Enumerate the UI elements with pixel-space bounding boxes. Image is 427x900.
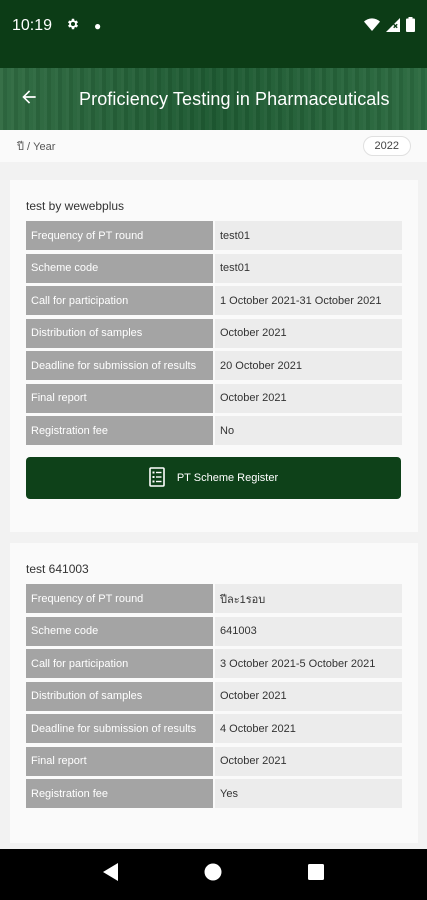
document-list-icon: [149, 467, 165, 490]
back-triangle-icon[interactable]: [103, 863, 119, 886]
info-row-deadline: [26, 351, 402, 380]
year-label: ปี / Year: [17, 141, 56, 153]
info-value: ปีละ1รอบ: [215, 584, 402, 613]
back-button[interactable]: [0, 68, 58, 130]
status-icons: [364, 17, 415, 32]
status-time: 10:19: [12, 17, 53, 34]
home-circle-icon[interactable]: [204, 863, 222, 886]
signal-icon: [386, 18, 400, 32]
info-label: Frequency of PT round: [26, 584, 213, 613]
info-label: Distribution of samples: [26, 682, 213, 711]
info-value: No: [215, 416, 402, 445]
info-label: Call for participation: [26, 286, 213, 315]
info-value: Yes: [215, 779, 402, 808]
recents-square-icon[interactable]: [308, 864, 324, 885]
arrow-left-icon: [19, 87, 39, 112]
info-row-call-for-participation: [26, 649, 402, 678]
scheme-title: test by wewebplus: [26, 199, 125, 213]
info-row-frequency: [26, 221, 402, 250]
info-row-final-report: [26, 747, 402, 776]
info-value: 4 October 2021: [215, 714, 402, 743]
navigation-bar: [0, 849, 427, 900]
info-label: Scheme code: [26, 254, 213, 283]
status-bar: [0, 0, 427, 68]
year-selector[interactable]: 2022: [363, 136, 411, 156]
dot-icon: ●: [94, 19, 102, 33]
info-value: 1 October 2021-31 October 2021: [215, 286, 402, 315]
info-row-call-for-participation: [26, 286, 402, 315]
info-value: 3 October 2021-5 October 2021: [215, 649, 402, 678]
info-label: Scheme code: [26, 617, 213, 646]
gear-icon: [66, 17, 80, 35]
info-row-deadline: [26, 714, 402, 743]
info-row-distribution: [26, 682, 402, 711]
scheme-title: test 641003: [26, 562, 89, 576]
pt-scheme-register-button[interactable]: [26, 457, 401, 499]
info-label: Deadline for submission of results: [26, 351, 213, 380]
battery-icon: [406, 17, 415, 32]
info-row-frequency: [26, 584, 402, 613]
info-row-scheme-code: [26, 617, 402, 646]
info-row-registration-fee: [26, 779, 402, 808]
info-label: Frequency of PT round: [26, 221, 213, 250]
info-label: Final report: [26, 384, 213, 413]
info-label: Registration fee: [26, 416, 213, 445]
info-value: 20 October 2021: [215, 351, 402, 380]
year-filter-row: [0, 130, 427, 162]
info-row-registration-fee: [26, 416, 402, 445]
info-label: Final report: [26, 747, 213, 776]
register-button-label: PT Scheme Register: [176, 472, 279, 484]
scheme-card: [10, 543, 418, 843]
info-row-distribution: [26, 319, 402, 348]
scheme-card: [10, 180, 418, 532]
info-label: Distribution of samples: [26, 319, 213, 348]
info-label: Deadline for submission of results: [26, 714, 213, 743]
info-value: 641003: [215, 617, 402, 646]
info-row-scheme-code: [26, 254, 402, 283]
info-value: test01: [215, 221, 402, 250]
info-value: October 2021: [215, 747, 402, 776]
info-label: Call for participation: [26, 649, 213, 678]
wifi-icon: [364, 18, 380, 32]
info-row-final-report: [26, 384, 402, 413]
info-value: October 2021: [215, 682, 402, 711]
info-label: Registration fee: [26, 779, 213, 808]
info-value: October 2021: [215, 319, 402, 348]
info-value: test01: [215, 254, 402, 283]
app-bar: [0, 68, 427, 130]
page-title: Proficiency Testing in Pharmaceuticals: [79, 88, 390, 109]
info-value: October 2021: [215, 384, 402, 413]
